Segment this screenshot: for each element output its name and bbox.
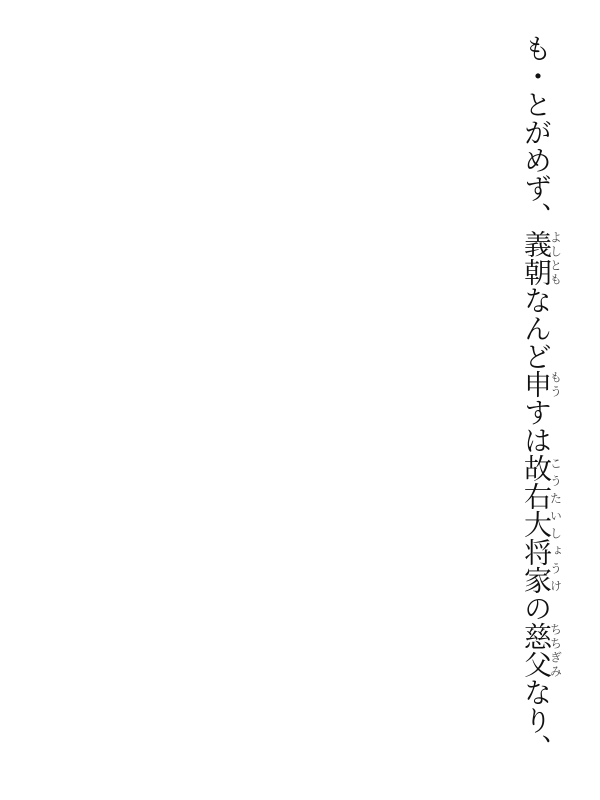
furigana-text: ちちぎみ [548,622,563,678]
furigana-text [0,286,1,314]
plain-text: なんど [520,286,551,370]
plain-text: すは [520,398,551,454]
base-text: 故右大将家 [520,454,551,594]
plain-text: なり、 [520,678,551,762]
furigana-text [0,394,1,430]
ruby-annotated-text [520,370,563,398]
furigana-text [0,86,1,122]
text-column-2 [0,34,4,780]
base-text: 慈父 [520,622,551,678]
plain-text: も・とがめず、 [520,34,551,230]
ruby-annotated-text [520,622,563,678]
plain-text: の [520,594,551,622]
ruby-annotated-text [520,230,563,286]
base-text: 申 [520,370,551,398]
furigana-text [0,560,1,608]
furigana-text: よしとも [548,230,563,286]
furigana-text [0,34,1,62]
text-column-1 [4,34,566,780]
base-text: 義朝 [520,230,551,286]
ruby-annotated-text [520,454,563,594]
furigana-text: もう [548,370,563,398]
furigana-text: こうたいしょうけ [548,454,563,594]
